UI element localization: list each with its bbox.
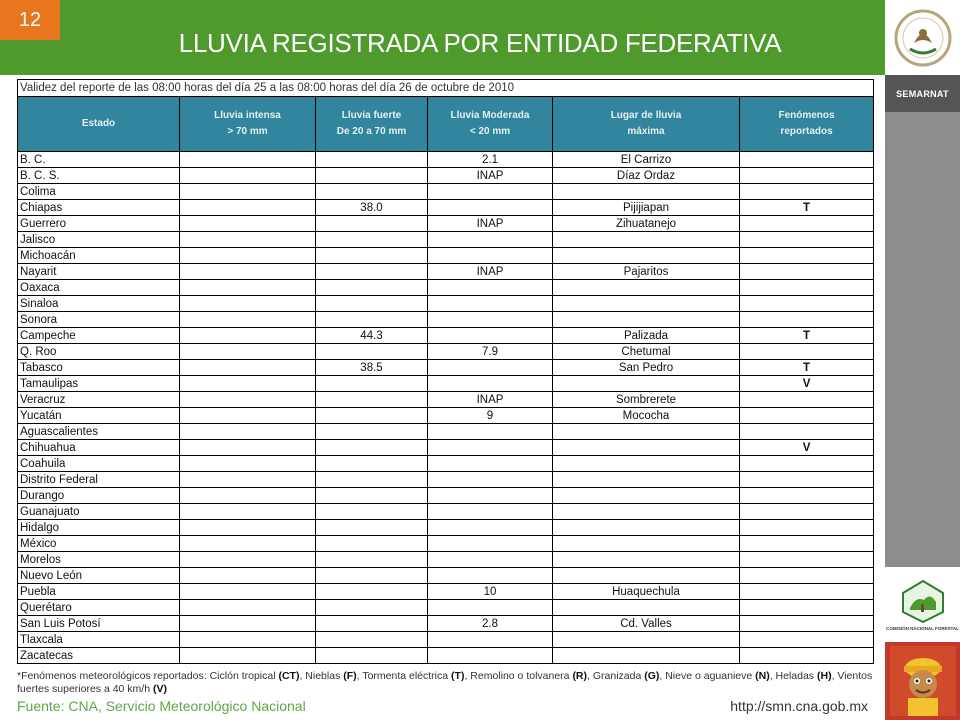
table-row [18, 456, 874, 472]
table-cell [428, 360, 553, 376]
table-cell [180, 216, 316, 232]
mexico-seal-logo [885, 0, 960, 75]
table-cell [553, 376, 740, 392]
footnote-fragment: , Vientos fuertes superiores a 40 km/h [17, 670, 873, 695]
column-header [553, 97, 740, 152]
column-header-line2: < 20 mm [469, 126, 511, 137]
table-cell [316, 472, 428, 488]
table-cell [180, 360, 316, 376]
table-cell [316, 280, 428, 296]
table-cell: San Pedro [553, 360, 740, 376]
table-cell: Díaz Ordaz [553, 168, 740, 184]
state-name-cell: Morelos [18, 552, 180, 568]
conafor-emblem-icon [898, 578, 948, 624]
table-row [18, 424, 874, 440]
table-cell [428, 328, 553, 344]
table-cell [180, 248, 316, 264]
table-cell [428, 232, 553, 248]
table-cell [553, 296, 740, 312]
table-cell [740, 408, 874, 424]
table-cell: Chetumal [553, 344, 740, 360]
table-cell [316, 344, 428, 360]
table-cell [428, 536, 553, 552]
state-name-cell: Zacatecas [18, 648, 180, 664]
phenomena-footnote [17, 670, 875, 696]
table-row [18, 280, 874, 296]
table-cell [740, 536, 874, 552]
table-cell [553, 504, 740, 520]
table-cell [740, 472, 874, 488]
table-cell [740, 152, 874, 168]
table-cell [740, 216, 874, 232]
state-name-cell: Michoacán [18, 248, 180, 264]
validity-row [18, 80, 874, 97]
page-title: LLUVIA REGISTRADA POR ENTIDAD FEDERATIVA [178, 28, 782, 58]
table-row [18, 152, 874, 168]
table-row [18, 264, 874, 280]
table-cell [316, 600, 428, 616]
table-cell [180, 312, 316, 328]
state-name-cell: Coahuila [18, 456, 180, 472]
table-cell [740, 648, 874, 664]
rainfall-table [17, 79, 874, 664]
table-row [18, 632, 874, 648]
table-cell [316, 488, 428, 504]
table-row [18, 216, 874, 232]
table-cell [180, 376, 316, 392]
table-row [18, 392, 874, 408]
column-header-line1: Lluvia intensa [214, 110, 281, 121]
column-header [180, 97, 316, 152]
table-cell [180, 184, 316, 200]
table-cell [553, 520, 740, 536]
table-cell [316, 648, 428, 664]
table-cell: 44.3 [316, 328, 428, 344]
table-cell: Huaquechula [553, 584, 740, 600]
table-cell: INAP [428, 392, 553, 408]
source-url: http://smn.cna.gob.mx [730, 698, 868, 714]
table-row [18, 600, 874, 616]
firefighter-mascot-icon [890, 646, 956, 716]
table-cell [553, 424, 740, 440]
footnote-fragment: , Granizada [587, 670, 645, 682]
state-name-cell: Guerrero [18, 216, 180, 232]
table-cell [740, 264, 874, 280]
table-cell [553, 488, 740, 504]
state-name-cell: Hidalgo [18, 520, 180, 536]
state-name-cell: B. C. S. [18, 168, 180, 184]
table-cell [553, 456, 740, 472]
table-cell [740, 552, 874, 568]
page-number: 12 [0, 0, 60, 40]
table-cell: V [740, 376, 874, 392]
table-cell: Mococha [553, 408, 740, 424]
table-cell [180, 584, 316, 600]
source-credit: Fuente: CNA, Servicio Meteorológico Nacional [17, 698, 306, 714]
footnote-fragment: (T) [451, 670, 465, 682]
table-cell: T [740, 328, 874, 344]
state-name-cell: Tlaxcala [18, 632, 180, 648]
semarnat-logo [885, 75, 960, 112]
state-name-cell: Tamaulipas [18, 376, 180, 392]
table-cell [428, 632, 553, 648]
table-cell: INAP [428, 168, 553, 184]
table-cell [428, 200, 553, 216]
state-name-cell: Colima [18, 184, 180, 200]
table-cell [428, 296, 553, 312]
state-name-cell: Nuevo León [18, 568, 180, 584]
table-cell [740, 232, 874, 248]
table-cell [740, 632, 874, 648]
table-cell [180, 600, 316, 616]
table-cell [180, 552, 316, 568]
table-cell [316, 232, 428, 248]
table-cell [180, 296, 316, 312]
table-cell: Zihuatanejo [553, 216, 740, 232]
state-name-cell: Chihuahua [18, 440, 180, 456]
column-header-line1: Lluvia fuerte [341, 110, 402, 121]
table-cell [740, 184, 874, 200]
table-cell [180, 504, 316, 520]
table-cell [180, 472, 316, 488]
table-cell [316, 504, 428, 520]
table-cell [428, 248, 553, 264]
table-cell [316, 632, 428, 648]
table-cell [740, 296, 874, 312]
table-cell [316, 152, 428, 168]
table-cell [428, 568, 553, 584]
table-cell [316, 248, 428, 264]
table-cell [180, 424, 316, 440]
table-cell: INAP [428, 216, 553, 232]
table-cell [180, 344, 316, 360]
table-row [18, 488, 874, 504]
state-name-cell: Guanajuato [18, 504, 180, 520]
footnote-fragment: , Tormenta eléctrica [356, 670, 452, 682]
table-cell [553, 184, 740, 200]
table-cell [180, 200, 316, 216]
table-cell [180, 392, 316, 408]
table-cell [316, 520, 428, 536]
state-name-cell: México [18, 536, 180, 552]
table-cell [316, 440, 428, 456]
column-header-line1: Lugar de lluvia [610, 110, 682, 121]
table-cell: INAP [428, 264, 553, 280]
table-cell [180, 616, 316, 632]
table-cell [180, 232, 316, 248]
table-cell [180, 632, 316, 648]
table-cell [316, 584, 428, 600]
table-cell: T [740, 200, 874, 216]
table-row [18, 376, 874, 392]
table-cell [428, 456, 553, 472]
table-row [18, 568, 874, 584]
table-header-row [18, 97, 874, 152]
table-cell [316, 536, 428, 552]
table-cell [740, 344, 874, 360]
table-cell: 2.1 [428, 152, 553, 168]
table-cell [180, 456, 316, 472]
gray-strip [885, 112, 960, 567]
table-cell [428, 184, 553, 200]
table-cell: T [740, 360, 874, 376]
table-row [18, 328, 874, 344]
table-cell [428, 312, 553, 328]
table-cell [180, 280, 316, 296]
table-cell [428, 552, 553, 568]
column-header [18, 97, 180, 152]
conafor-caption: COMISIÓN NACIONAL FORESTAL [886, 626, 959, 631]
table-cell [180, 488, 316, 504]
footnote-fragment: (V) [152, 683, 167, 695]
table-cell: El Carrizo [553, 152, 740, 168]
state-name-cell: Nayarit [18, 264, 180, 280]
table-cell [316, 392, 428, 408]
column-header-line1: Fenómenos [778, 110, 835, 121]
table-row [18, 648, 874, 664]
state-name-cell: San Luis Potosí [18, 616, 180, 632]
footnote-fragment: *Fenómenos meteorológicos reportados: Ciclón tropical [17, 670, 279, 682]
footnote-fragment: (R) [572, 670, 588, 682]
table-cell [316, 424, 428, 440]
validity-text: Validez del reporte de las 08:00 horas del día 25 a las 08:00 horas del día 26 de octubre de 2010 [18, 80, 874, 97]
table-cell [428, 376, 553, 392]
table-cell [553, 552, 740, 568]
table-row [18, 536, 874, 552]
state-name-cell: Querétaro [18, 600, 180, 616]
column-header [428, 97, 553, 152]
mascot-image [885, 642, 960, 720]
table-row [18, 472, 874, 488]
table-row [18, 408, 874, 424]
state-name-cell: Chiapas [18, 200, 180, 216]
table-row [18, 248, 874, 264]
table-cell [428, 472, 553, 488]
table-cell [553, 648, 740, 664]
footnote-fragment: (F) [343, 670, 357, 682]
conafor-logo [885, 567, 960, 642]
table-cell [553, 536, 740, 552]
table-cell [180, 648, 316, 664]
table-cell [740, 312, 874, 328]
table-cell [180, 520, 316, 536]
table-cell [553, 632, 740, 648]
column-header-line1: Estado [81, 118, 116, 129]
table-cell [553, 248, 740, 264]
table-cell [180, 264, 316, 280]
state-name-cell: Durango [18, 488, 180, 504]
table-cell [180, 328, 316, 344]
table-cell [316, 568, 428, 584]
table-row [18, 312, 874, 328]
table-cell [553, 472, 740, 488]
table-cell: 2.8 [428, 616, 553, 632]
table-cell [316, 168, 428, 184]
table-cell [428, 520, 553, 536]
footnote-fragment: (G) [644, 670, 660, 682]
table-cell [316, 456, 428, 472]
table-cell [428, 648, 553, 664]
table-cell [428, 440, 553, 456]
table-cell [428, 424, 553, 440]
table-cell: 9 [428, 408, 553, 424]
column-header-line2: > 70 mm [227, 126, 268, 137]
table-row [18, 504, 874, 520]
state-name-cell: Oaxaca [18, 280, 180, 296]
footnote-fragment: , Heladas [769, 670, 817, 682]
table-row [18, 616, 874, 632]
table-cell [740, 504, 874, 520]
table-row [18, 168, 874, 184]
table-cell: Palizada [553, 328, 740, 344]
table-cell [180, 408, 316, 424]
state-name-cell: Tabasco [18, 360, 180, 376]
table-cell: Pijijiapan [553, 200, 740, 216]
table-cell [316, 376, 428, 392]
table-cell [553, 600, 740, 616]
footnote-fragment: , Remolino o tolvanera [464, 670, 573, 682]
table-cell: 7.9 [428, 344, 553, 360]
table-cell [316, 552, 428, 568]
table-cell [180, 168, 316, 184]
table-cell [428, 280, 553, 296]
table-cell [740, 168, 874, 184]
table-cell [553, 440, 740, 456]
state-name-cell: Jalisco [18, 232, 180, 248]
table-cell [316, 616, 428, 632]
table-row [18, 584, 874, 600]
table-row [18, 184, 874, 200]
table-cell [316, 264, 428, 280]
table-cell [180, 152, 316, 168]
table-cell [428, 504, 553, 520]
table-cell [740, 520, 874, 536]
table-row [18, 296, 874, 312]
footnote-fragment: (H) [816, 670, 832, 682]
table-cell [740, 488, 874, 504]
right-logo-panel [885, 0, 960, 720]
table-row [18, 440, 874, 456]
table-cell [553, 232, 740, 248]
table-cell [740, 568, 874, 584]
table-cell [740, 456, 874, 472]
table-row [18, 232, 874, 248]
table-cell [316, 216, 428, 232]
footnote-fragment: (CT) [278, 670, 300, 682]
state-name-cell: Sinaloa [18, 296, 180, 312]
table-cell [180, 568, 316, 584]
state-name-cell: Q. Roo [18, 344, 180, 360]
state-name-cell: Campeche [18, 328, 180, 344]
state-name-cell: Distrito Federal [18, 472, 180, 488]
eagle-seal-icon [892, 7, 954, 69]
table-cell: 38.5 [316, 360, 428, 376]
footnote-fragment: , Nieve o aguanieve [659, 670, 756, 682]
table-row [18, 200, 874, 216]
column-header [316, 97, 428, 152]
column-header [740, 97, 874, 152]
table-row [18, 520, 874, 536]
footnote-fragment: , Nieblas [299, 670, 344, 682]
table-cell [180, 440, 316, 456]
table-cell [740, 392, 874, 408]
table-row [18, 360, 874, 376]
table-cell: V [740, 440, 874, 456]
state-name-cell: Aguascalientes [18, 424, 180, 440]
table-cell [553, 280, 740, 296]
table-cell [428, 600, 553, 616]
footnote-fragment: (N) [755, 670, 770, 682]
state-name-cell: Sonora [18, 312, 180, 328]
table-cell [740, 424, 874, 440]
column-header-line2: máxima [627, 126, 665, 137]
table-cell: 10 [428, 584, 553, 600]
table-cell [740, 280, 874, 296]
semarnat-label: SEMARNAT [896, 88, 949, 99]
state-name-cell: Yucatán [18, 408, 180, 424]
table-cell [180, 536, 316, 552]
table-cell [740, 600, 874, 616]
state-name-cell: B. C. [18, 152, 180, 168]
table-cell: Pajaritos [553, 264, 740, 280]
header-bar [0, 0, 885, 75]
state-name-cell: Veracruz [18, 392, 180, 408]
rainfall-table-container [17, 79, 875, 664]
table-cell [316, 184, 428, 200]
table-cell: 38.0 [316, 200, 428, 216]
table-cell: Sombrerete [553, 392, 740, 408]
table-cell [553, 312, 740, 328]
table-row [18, 552, 874, 568]
column-header-line2: reportados [780, 126, 833, 137]
table-cell [316, 408, 428, 424]
table-cell [428, 488, 553, 504]
table-row [18, 344, 874, 360]
table-cell [740, 584, 874, 600]
table-cell [316, 312, 428, 328]
table-cell [740, 616, 874, 632]
column-header-line1: Lluvia Moderada [450, 110, 530, 121]
column-header-line2: De 20 a 70 mm [336, 126, 407, 137]
table-cell [553, 568, 740, 584]
state-name-cell: Puebla [18, 584, 180, 600]
table-cell: Cd. Valles [553, 616, 740, 632]
table-cell [316, 296, 428, 312]
table-cell [740, 248, 874, 264]
